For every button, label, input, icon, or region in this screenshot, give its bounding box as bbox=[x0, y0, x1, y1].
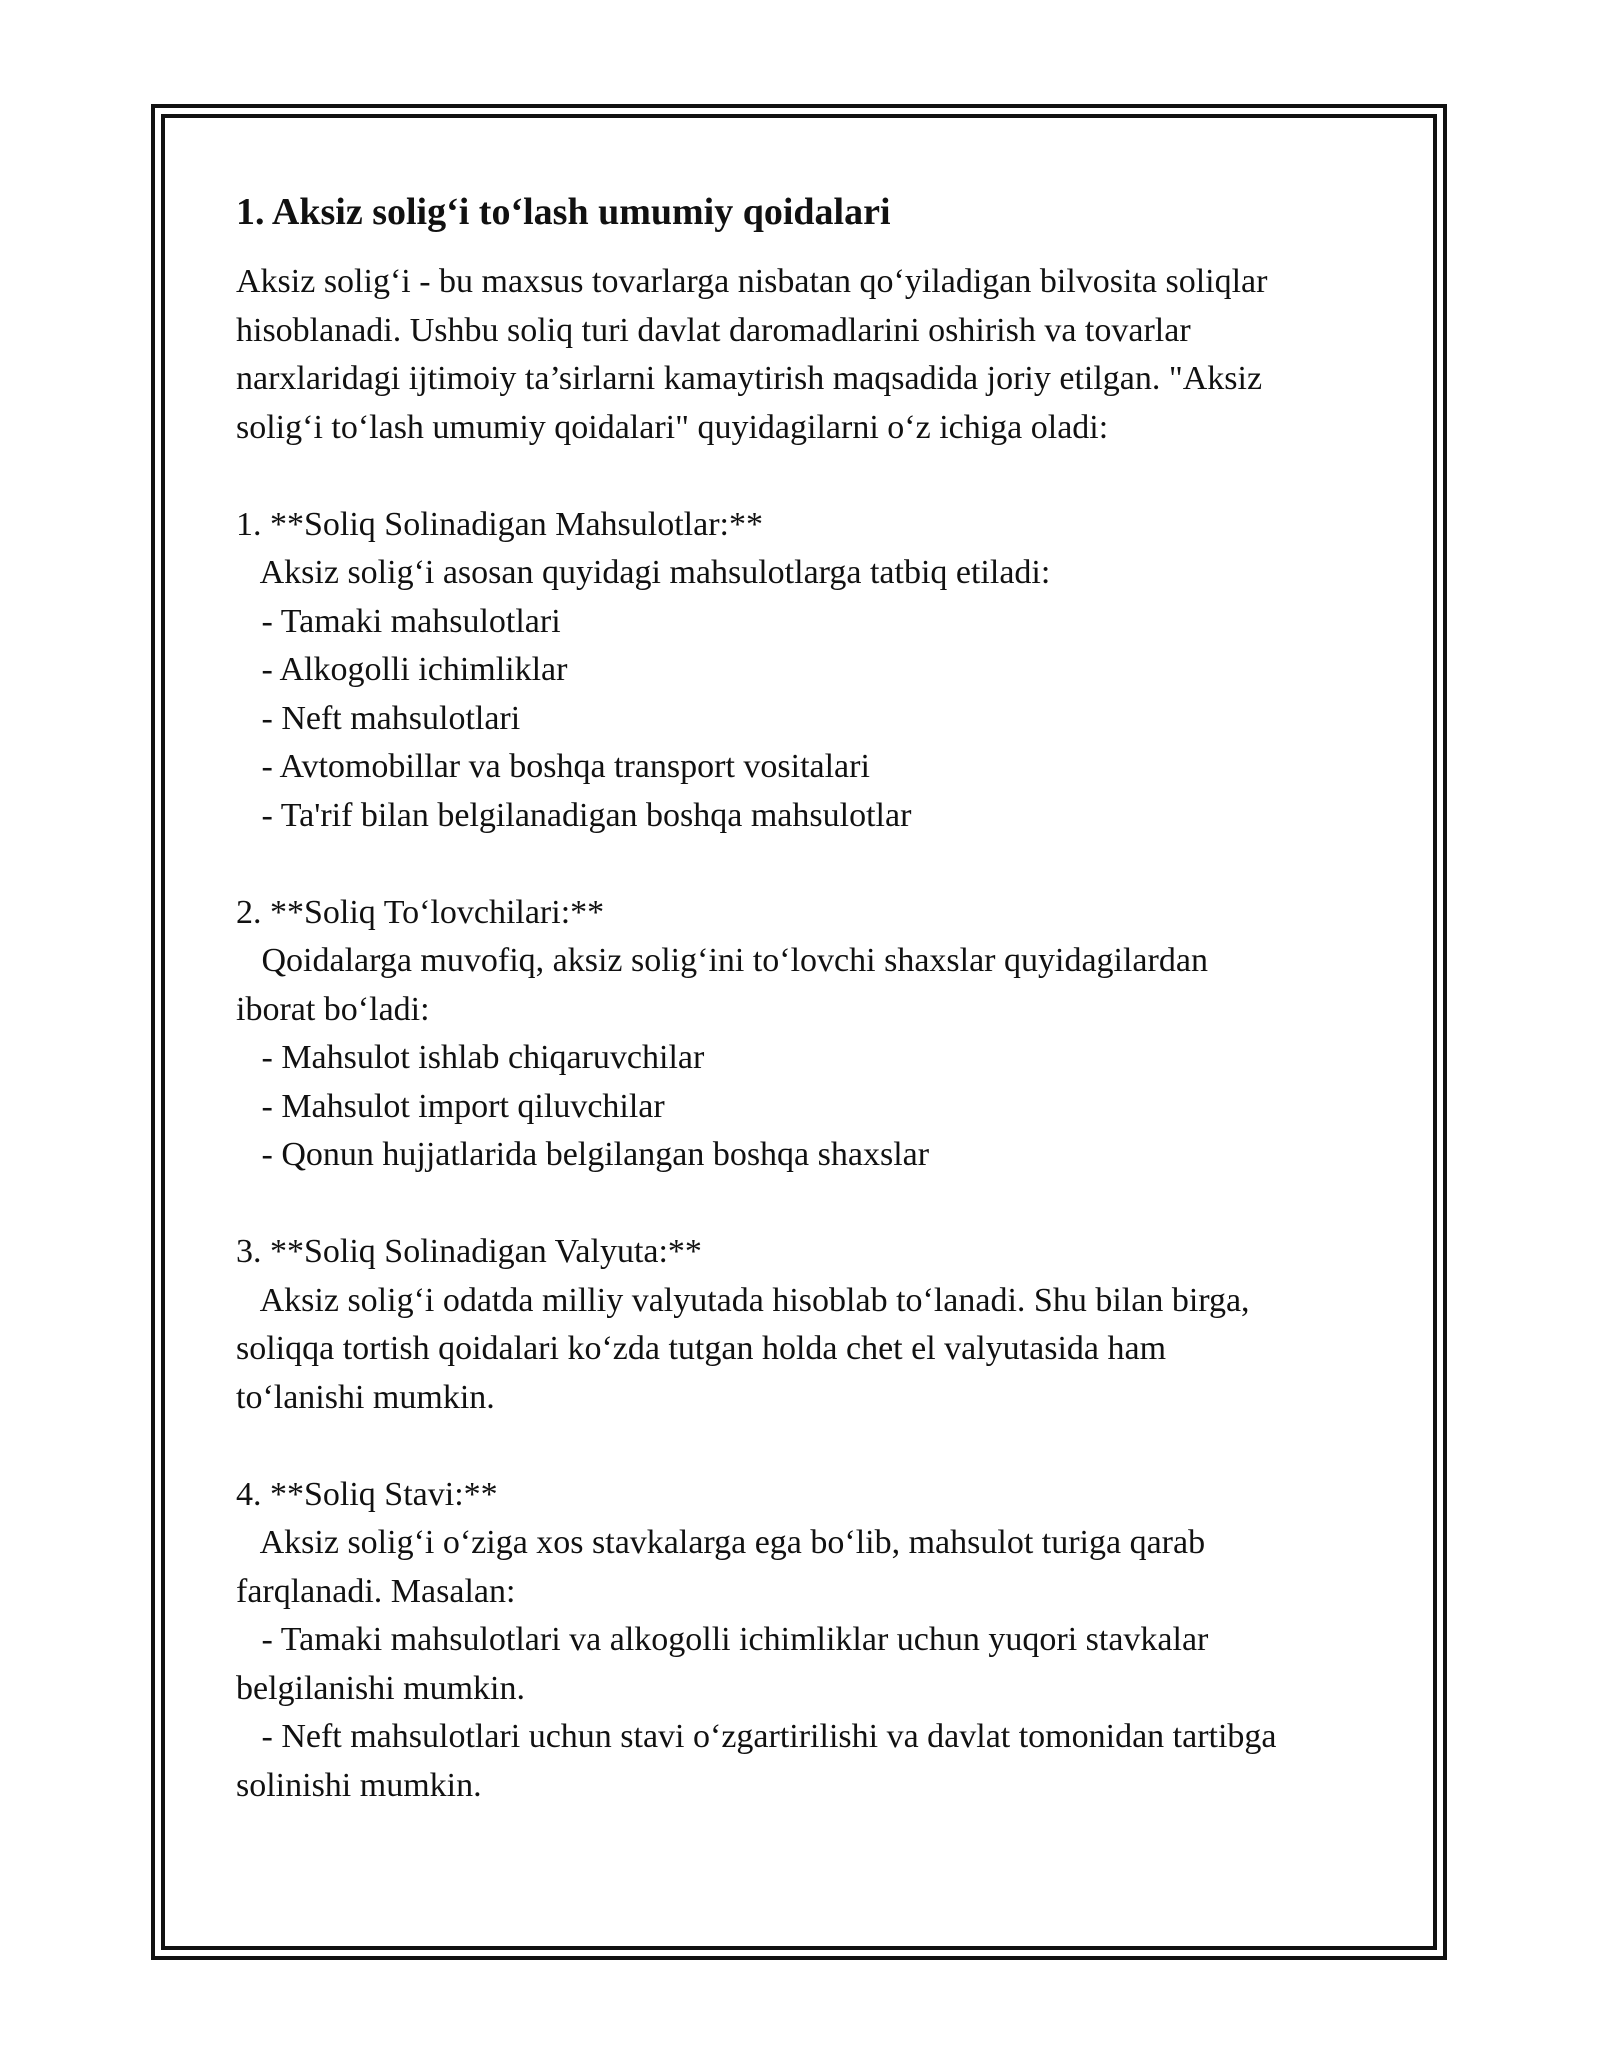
section-line: solinishi mumkin. bbox=[236, 1766, 482, 1804]
list-item: - Tamaki mahsulotlari va alkogolli ichimliklar uchun yuqori stavkalar bbox=[236, 1621, 1209, 1658]
list-item: - Mahsulot ishlab chiqaruvchilar bbox=[236, 1039, 705, 1076]
section-line: soliqqa tortish qoidalari ko‘zda tutgan holda chet el valyutasida ham bbox=[236, 1330, 1167, 1367]
spacer bbox=[236, 1422, 1376, 1471]
document-body bbox=[236, 186, 1376, 1810]
list-item: - Neft mahsulotlari uchun stavi o‘zgartirilishi va davlat tomonidan tartibga bbox=[236, 1718, 1277, 1755]
section-line: belgilanishi mumkin. bbox=[236, 1669, 525, 1707]
list-item: - Avtomobillar va boshqa transport vositalari bbox=[236, 748, 870, 785]
intro-line: hisoblanadi. Ushbu soliq turi davlat daromadlarini oshirish va tovarlar bbox=[236, 311, 1191, 349]
section-line: to‘lanishi mumkin. bbox=[236, 1378, 495, 1416]
spacer bbox=[236, 452, 1376, 501]
section-line: farqlanadi. Masalan: bbox=[236, 1572, 516, 1610]
section-heading: 2. **Soliq To‘lovchilari:** bbox=[236, 893, 605, 931]
list-item: - Mahsulot import qiluvchilar bbox=[236, 1087, 665, 1125]
section-line: Aksiz solig‘i asosan quyidagi mahsulotlarga tatbiq etiladi: bbox=[236, 554, 1051, 591]
intro-line: narxlaridagi ijtimoiy ta’sirlarni kamaytirish maqsadida joriy etilgan. "Aksiz bbox=[236, 360, 1263, 397]
list-item: - Alkogolli ichimliklar bbox=[236, 651, 568, 688]
section-heading: 4. **Soliq Stavi:** bbox=[236, 1475, 498, 1513]
list-item: - Neft mahsulotlari bbox=[236, 699, 521, 737]
section-line: Qoidalarga muvofiq, aksiz solig‘ini to‘lovchi shaxslar quyidagilardan bbox=[236, 942, 1208, 979]
section-taxable-products bbox=[236, 501, 1376, 841]
spacer bbox=[236, 840, 1376, 889]
section-line: Aksiz solig‘i o‘ziga xos stavkalarga ega bo‘lib, mahsulot turiga qarab bbox=[236, 1524, 1206, 1561]
section-taxpayers bbox=[236, 889, 1376, 1180]
list-item: - Ta'rif bilan belgilanadigan boshqa mahsulotlar bbox=[236, 796, 912, 834]
spacer bbox=[236, 1180, 1376, 1229]
section-line: Aksiz solig‘i odatda milliy valyutada hisoblab to‘lanadi. Shu bilan birga, bbox=[236, 1281, 1250, 1319]
section-heading: 3. **Soliq Solinadigan Valyuta:** bbox=[236, 1233, 702, 1270]
section-currency bbox=[236, 1228, 1376, 1422]
list-item: - Qonun hujjatlarida belgilangan boshqa shaxslar bbox=[236, 1136, 930, 1173]
intro-line: Aksiz solig‘i - bu maxsus tovarlarga nisbatan qo‘yiladigan bilvosita soliqlar bbox=[236, 263, 1268, 300]
intro-paragraph bbox=[236, 258, 1376, 452]
section-line: iborat bo‘ladi: bbox=[236, 990, 430, 1028]
document-heading: 1. Aksiz solig‘i to‘lash umumiy qoidalari bbox=[236, 191, 891, 233]
list-item: - Tamaki mahsulotlari bbox=[236, 602, 561, 640]
section-heading: 1. **Soliq Solinadigan Mahsulotlar:** bbox=[236, 505, 763, 543]
intro-line: solig‘i to‘lash umumiy qoidalari" quyidagilarni o‘z ichiga oladi: bbox=[236, 408, 1109, 446]
section-tax-rate bbox=[236, 1471, 1376, 1811]
